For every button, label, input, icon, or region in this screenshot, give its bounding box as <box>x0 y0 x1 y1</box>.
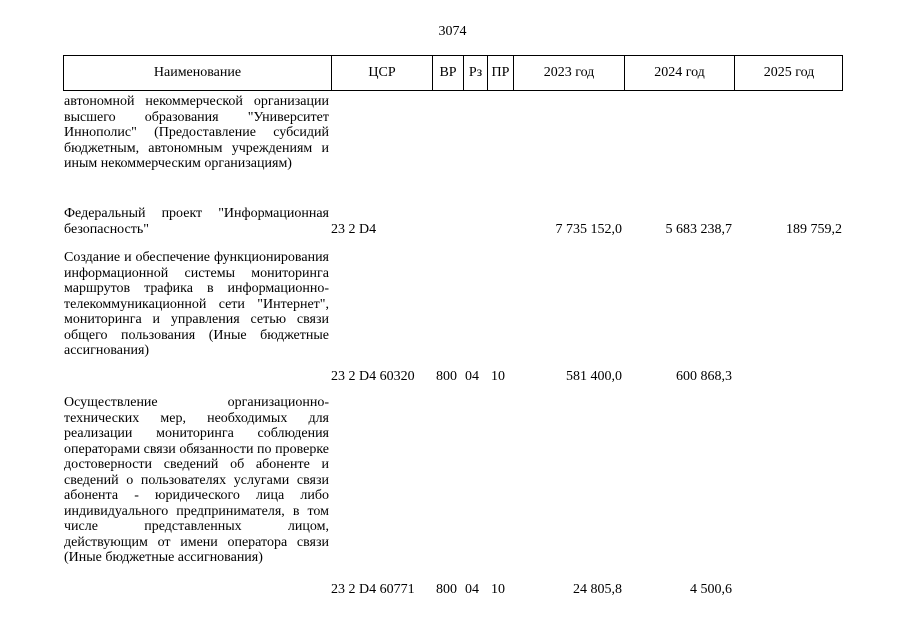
row-3-pr: 10 <box>491 582 505 597</box>
header-rz: Рз <box>463 56 487 90</box>
header-2025: 2025 год <box>734 56 843 90</box>
row-0-name: автономной некоммерческой организации высшего образования "Университет Иннополис" (Предоставление субсидий бюджетным, автономным учреждениям и иным некоммерческим организациям) <box>64 94 329 171</box>
page-number: 3074 <box>438 24 467 39</box>
row-3-vr: 800 <box>436 582 457 597</box>
row-2-2023: 581 400,0 <box>566 369 622 384</box>
header-csr: ЦСР <box>331 56 432 90</box>
header-2024: 2024 год <box>624 56 734 90</box>
header-pr: ПР <box>487 56 513 90</box>
row-3-csr: 23 2 D4 60771 <box>331 582 415 597</box>
row-2-pr: 10 <box>491 369 505 384</box>
row-1-2025: 189 759,2 <box>786 222 842 237</box>
header-vr: ВР <box>432 56 463 90</box>
row-2-vr: 800 <box>436 369 457 384</box>
row-1-name: Федеральный проект "Информационная безопасность" <box>64 206 329 237</box>
row-1-csr: 23 2 D4 <box>331 222 377 237</box>
row-3-rz: 04 <box>465 582 479 597</box>
row-2-2024: 600 868,3 <box>676 369 732 384</box>
row-2-name: Создание и обеспечение функционирования информационной системы мониторинга маршрутов трафика в информационно-телекоммуникационной сети "Интернет", мониторинга и управления сетью связи общего пользования (Иные бюджетные ассигнования) <box>64 250 329 358</box>
header-2023: 2023 год <box>513 56 624 90</box>
row-2-csr: 23 2 D4 60320 <box>331 369 415 384</box>
row-3-2024: 4 500,6 <box>690 582 732 597</box>
header-name: Наименование <box>153 65 242 80</box>
table-header <box>63 55 843 91</box>
row-3-name: Осуществление организационно-технических мер, необходимых для реализации мониторинга соблюдения операторами связи обязанности по проверке достоверности сведений об абоненте и сведений о пользователях услугами связи абонента - юридического лица либо индивидуального предпринимателя, в том числе представленных лицом, действующим от имени оператора связи (Иные бюджетные ассигнования) <box>64 395 329 565</box>
row-1-2023: 7 735 152,0 <box>555 222 622 237</box>
row-3-2023: 24 805,8 <box>573 582 622 597</box>
row-1-2024: 5 683 238,7 <box>665 222 732 237</box>
row-2-rz: 04 <box>465 369 479 384</box>
